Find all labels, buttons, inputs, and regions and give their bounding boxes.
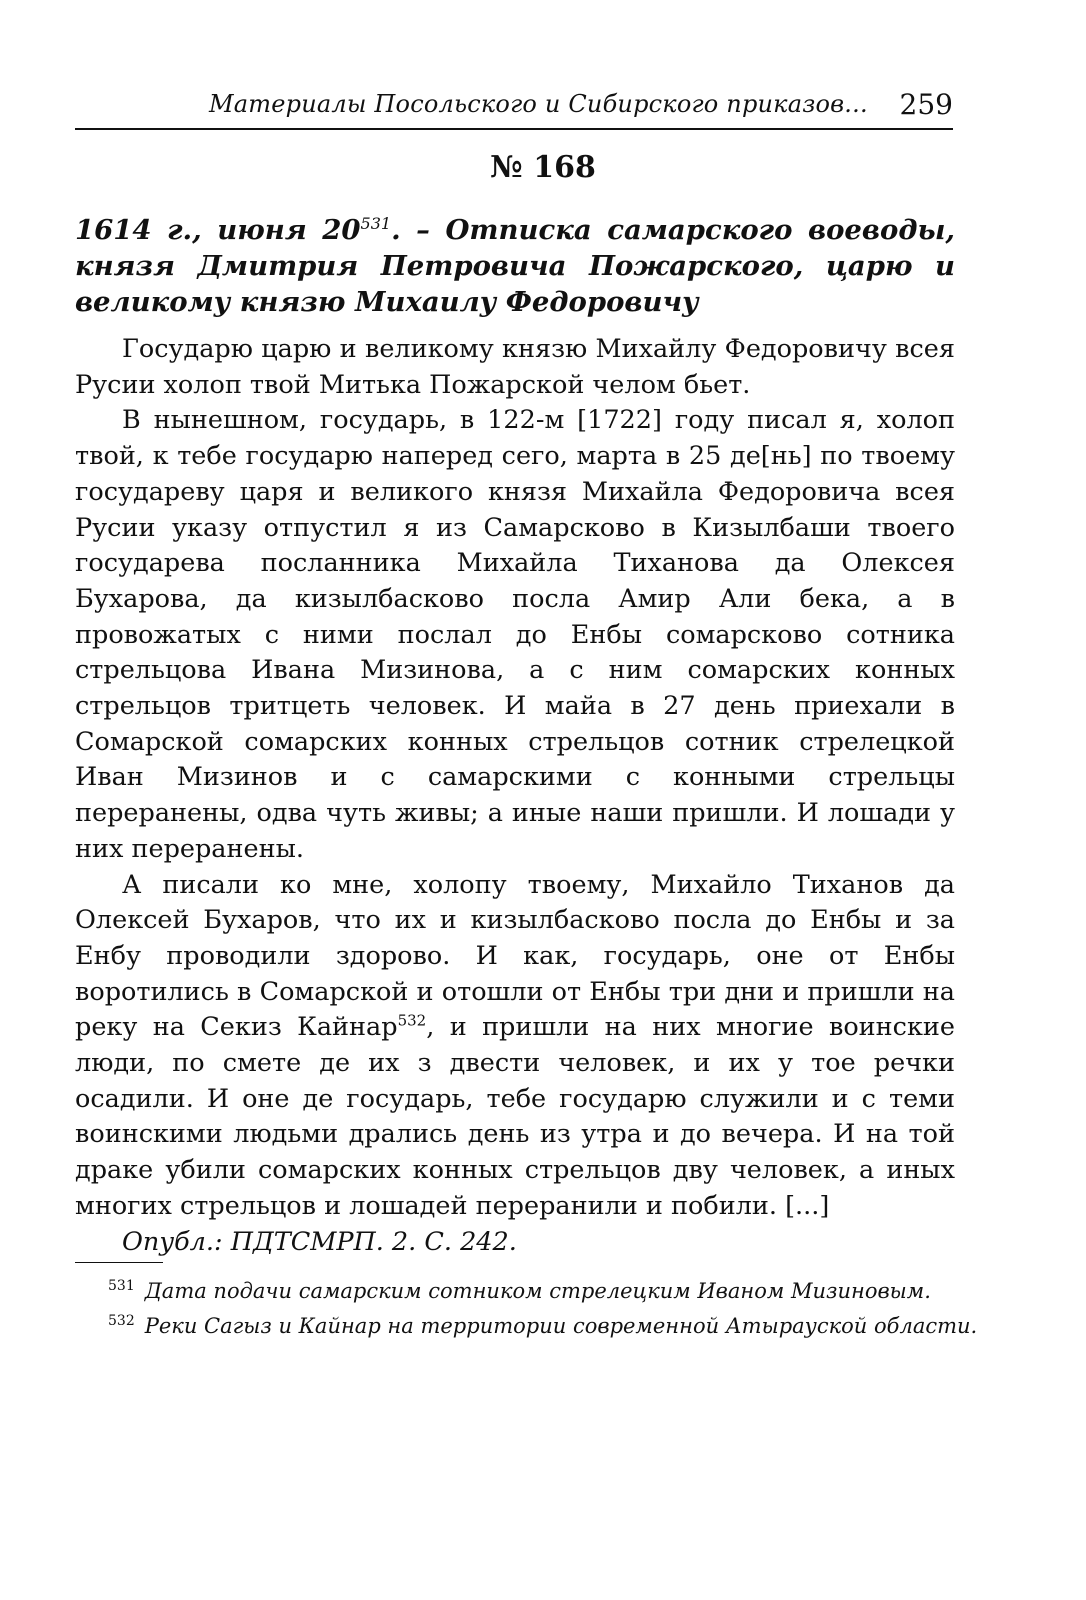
- footnote-ref-532: 532: [397, 1011, 427, 1030]
- footnote-ref-531: 531: [360, 213, 392, 233]
- footnotes: [75, 1274, 978, 1344]
- footnote-531: [75, 1274, 955, 1309]
- running-header: [75, 88, 953, 130]
- paragraph: В нынешном, государь, в 122-м [1722] году писал я, холоп твой, к тебе государю наперед сего, марта в 25 де[нь] по твоему государеву царя и великого князя Михайла Федоровича всея Русии указу отпустил я из Самарсково в Кизылбаши твоего государева посланника Михайла Тиханова да Олексея Бухарова, да кизылбасково посла Амир Али бека, а в провожатых с ними послал до Енбы сомарсково сотника стрельцова Ивана Мизинова, а с ним сомарских конных стрельцов тритцеть человек. И майа в 27 день приехали в Сомарской сомарских конных стрельцов сотник стрелецкой Иван Мизинов и с самарскими с конными стрельцы переранены, одва чуть живы; а иные наши пришли. И лошади у них переранены.: [75, 405, 955, 864]
- document-heading: [75, 212, 955, 320]
- publication-note: Опубл.: ПДТСМРП. 2. С. 242.: [122, 1226, 517, 1257]
- paragraph-text: А писали ко мне, холопу твоему, Михайло Тиханов да Олексей Бухаров, что их и кизылбасково посла до Енбы и за Енбу проводили здорово. И как, государь, оне от Енбы воротились в Сомарской и отошли от Енбы три дни и пришли на реку на Секиз Кайнар: [75, 869, 955, 1043]
- footnote-mark: 531: [108, 1278, 135, 1294]
- footnote-mark: 532: [108, 1313, 135, 1329]
- footnote-text: Реки Сагыз и Кайнар на территории современной Атырауской области.: [144, 1314, 978, 1338]
- running-title: Материалы Посольского и Сибирского приказов...: [209, 90, 868, 118]
- footnote-text: Дата подачи самарским сотником стрелецким Иваном Мизиновым.: [144, 1279, 931, 1303]
- heading-title: . – Отписка самарского воеводы, князя Дмитрия Петровича Пожарского, царю и великому князю Михаилу Федоровичу: [75, 214, 955, 318]
- page-number: 259: [899, 88, 953, 121]
- heading-date: 1614 г., июня 20: [75, 214, 361, 246]
- paragraph: [75, 868, 955, 1225]
- document-number: № 168: [490, 150, 596, 185]
- document-body: [75, 332, 955, 1260]
- footnote-532: [75, 1309, 978, 1344]
- paragraph: Государю царю и великому князю Михайлу Федоровичу всея Русии холоп твой Митька Пожарской челом бьет.: [75, 334, 955, 400]
- footnote-divider: [75, 1262, 163, 1263]
- paragraph-text: , и пришли на них многие воинские люди, по смете де их з двести человек, и их у тое речки осадили. И оне де государь, тебе государю служили и с теми воинскими людьми дрались день из утра и до вечера. И на той драке убили сомарских конных стрельцов дву человек, а иных многих стрельцов и лошадей переранили и побили. [...]: [75, 1012, 955, 1221]
